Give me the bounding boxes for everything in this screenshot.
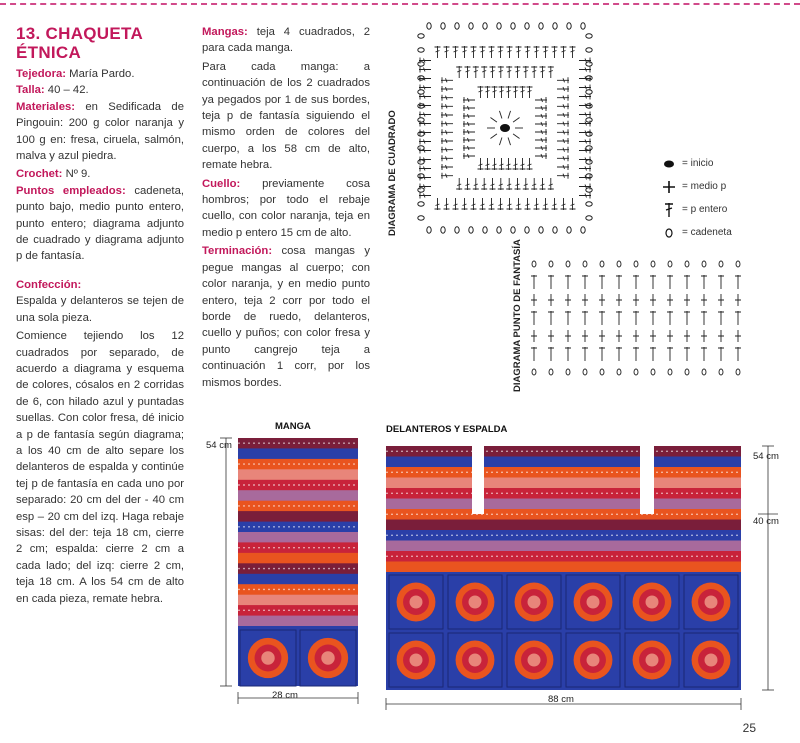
motif-center [469,654,482,667]
mangas-value: teja 4 cuadrados, 2 para cada manga. [202,26,370,55]
mangas-label: Mangas: [202,26,248,38]
sleeve-stripe [238,448,358,459]
armhole-gap-left [472,444,484,514]
sleeve-stripe [238,595,358,606]
motif-center [469,596,482,609]
motif-center [528,596,541,609]
sleeve-stripe [238,574,358,585]
body-stripe [386,562,741,573]
sleeve-stripe [238,490,358,501]
body-stripe [386,457,741,468]
puntos-value: cadeneta, punto bajo, medio punto entero, punto entero; diagrama adjunto de cuadrado y diagrama adjunto p de fantasía. [16,184,184,263]
body-width-label: 88 cm [548,694,574,705]
motif-center [261,651,274,664]
body-height-40-label: 40 cm [753,516,779,527]
mangas-paragraph: Para cada manga: a continuación de los 2 cuadrados ya pegados por 1 de sus bordes, teja p de fantasía siguiendo el mismo orden de colores del cuerpo, a los 58 cm de alto, remate hebra. [202,60,370,172]
puntos-label: Puntos empleados: [16,184,126,197]
title-line-1: 13. CHAQUETA [16,24,144,43]
manga-title: MANGA [275,421,311,432]
crochet-label: Crochet: [16,168,63,181]
materiales-label: Materiales: [16,100,76,113]
tejedora-value: María Pardo. [66,68,135,80]
motif-center [587,654,600,667]
body-stripe [386,478,741,489]
body-stripe [386,499,741,510]
sleeve-stripe [238,532,358,543]
title-line-2: ÉTNICA [16,43,82,62]
body-height-54-label: 54 cm [753,451,779,462]
motif-center [646,654,659,667]
sleeve-stripe [238,511,358,522]
legend-label-p-entero: = p entero [682,204,728,215]
confeccion-heading: Confección: [16,278,82,291]
crochet-value: Nº 9. [62,168,91,181]
sleeve-stripe [238,553,358,564]
motif-center [705,654,718,667]
body-stripe [386,541,741,552]
confeccion-paragraph-1: Espalda y delanteros se tejen de una sola pieza. [16,295,184,324]
body-title: DELANTEROS Y ESPALDA [386,424,508,435]
motif-center [410,596,423,609]
materiales-value: en Sedificada de Pingouin: 200 g color naranja y 100 g en: fresa, ciruela, salmón, malva y azul piedra. [16,100,184,163]
motif-center [646,596,659,609]
terminacion-value: cosa mangas y pegue mangas al cuerpo; con color naranja, y en medio punto entero, teja 2 corr por todo el borde de ruedo, delanteros, cuello y puños; con color fresa y punto cangrejo teja a continuación 1 corr, por los mismos bordes. [202,245,370,389]
sleeve-stripe [238,469,358,480]
talla-value: 40 – 42. [44,84,89,97]
sleeve-stripe [238,616,358,627]
legend-label-cadeneta: = cadeneta [682,227,732,238]
terminacion-label: Terminación: [202,245,273,258]
legend-label-inicio: = inicio [682,158,714,169]
motif-center [528,654,541,667]
motif-center [321,651,334,664]
motif-center [587,596,600,609]
motif-center [410,654,423,667]
cuello-value: previamente cosa hombros; por todo el rebaje cuello, con color naranja, teja en medio p entero 15 cm de alto. [202,177,370,239]
legend-label-medio-p: = medio p [682,181,727,192]
page-number: 25 [742,721,756,735]
body-stripe [386,520,741,531]
motif-center [705,596,718,609]
confeccion-paragraph-2: Comience tejiendo los 12 cuadrados por separado, de acuerdo a diagrama y esquema de colores, cósalos en 2 corridas de 6, con hilado azul y puntadas suellas. Con color fresa, dé inicio a p de fantasía según diagrama; a los 40 cm de alto separe los delanteros de espalda y continúe tej p de fantasía en cada uno por separado: 20 cm del der - 40 cm esp – 20 cm del izq. Haga rebaje sisas: del der: teja 18 cm, cierre 2 cm; espalda: cierre 2 cm a cada lado; del izq: cierre 2 cm, teja 18 cm. A los 54 cm de alto en cada pieza, remate hebra. [16,330,184,605]
tejedora-label: Tejedora: [16,68,67,80]
cuello-label: Cuello: [202,177,241,190]
talla-label: Talla: [16,84,45,97]
armhole-gap-right [640,444,654,514]
manga-width-label: 28 cm [272,690,298,701]
fantasy-diagram-label: DIAGRAMA PUNTO DE FANTASÍA [512,239,523,392]
manga-height-label: 54 cm [206,440,232,451]
square-diagram-label: DIAGRAMA DE CUADRADO [387,110,398,236]
